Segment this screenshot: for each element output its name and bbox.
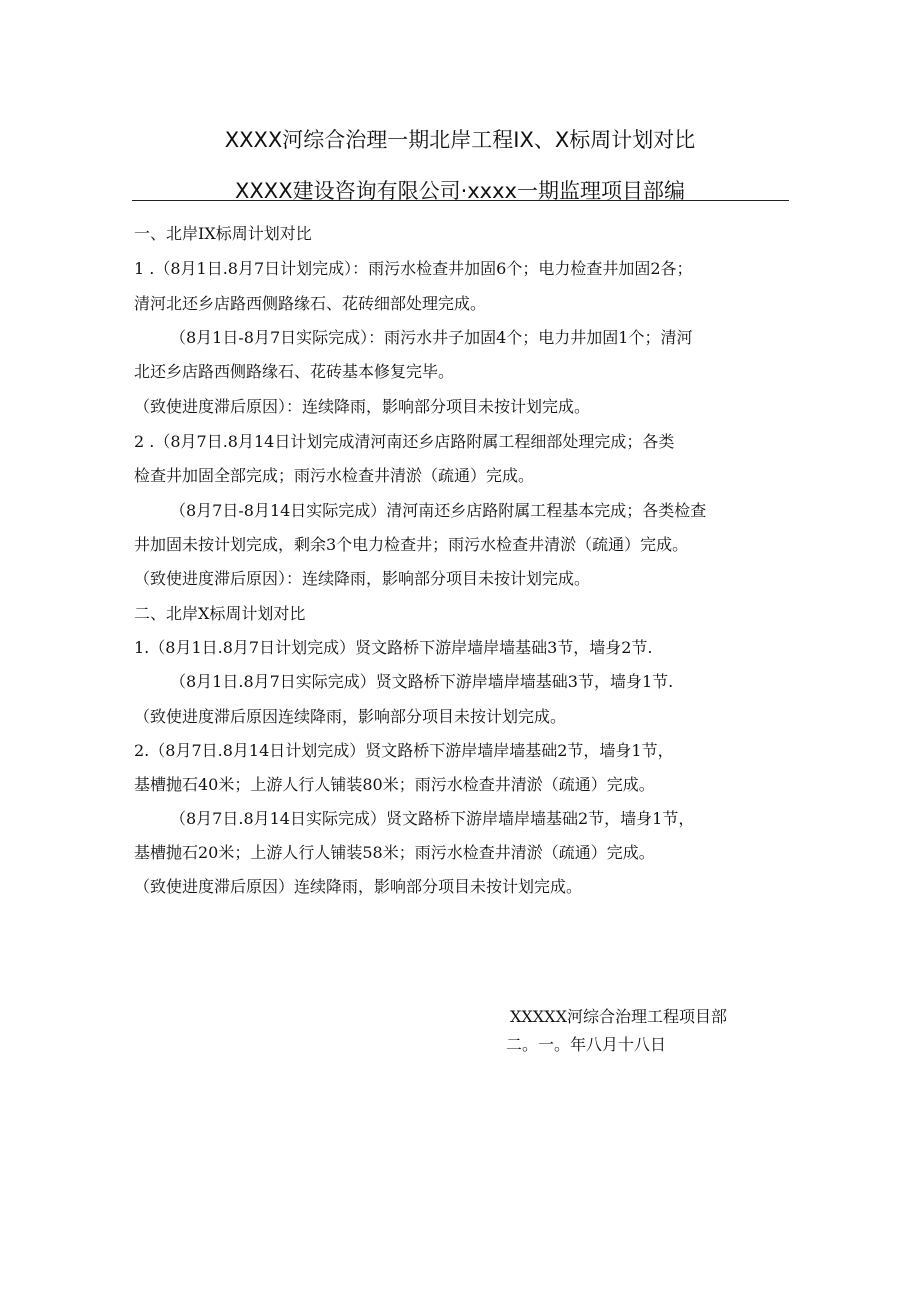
document-title: XXXX河综合治理一期北岸工程IX、X标周计划对比: [224, 128, 696, 152]
paragraph-line: （8月7日-8月14日实际完成）清河南还乡店路附属工程基本完成；各类检查: [170, 501, 707, 520]
signature-org: XXXXX河综合治理工程项目部: [510, 1007, 727, 1026]
paragraph-line: 清河北还乡店路西侧路缘石、花砖细部处理完成。: [134, 294, 487, 313]
paragraph-line: 检查井加固全部完成；雨污水检查井清淤（疏通）完成。: [134, 466, 535, 485]
paragraph-line: 基槽抛石20米；上游人行人铺装58米；雨污水检查井清淤（疏通）完成。: [134, 843, 655, 862]
paragraph-line: （8月1日-8月7日实际完成）：雨污水井子加固4个；电力井加固1个；清河: [170, 328, 693, 347]
paragraph-line: （致使进度滞后原因）：连续降雨，影响部分项目未按计划完成。: [134, 397, 591, 416]
paragraph-line: 井加固未按计划完成，剩余3个电力检查井；雨污水检查井清淤（疏通）完成。: [134, 535, 689, 554]
header-rule: [132, 200, 789, 201]
document-subtitle: XXXX建设咨询有限公司·xxxx一期监理项目部编: [235, 179, 685, 203]
paragraph-line: 2.（8月7日.8月14日计划完成）贤文路桥下游岸墙岸墙基础2节，墙身1节，: [134, 741, 674, 760]
paragraph-line: 1 .（8月1日.8月7日计划完成）：雨污水检查井加固6个；电力检查井加固2各；: [134, 259, 693, 278]
paragraph-line: （8月7日.8月14日实际完成）贤文路桥下游岸墙岸墙基础2节，墙身1节，: [170, 809, 695, 828]
paragraph-line: 北还乡店路西侧路缘石、花砖基本修复完毕。: [134, 362, 455, 381]
paragraph-line: （8月1日.8月7日实际完成）贤文路桥下游岸墙岸墙基础3节，墙身1节.: [170, 672, 674, 691]
paragraph-line: 2 .（8月7日.8月14日计划完成清河南还乡店路附属工程细部处理完成；各类: [134, 432, 675, 451]
paragraph-line: （致使进度滞后原因）连续降雨，影响部分项目未按计划完成。: [134, 877, 583, 896]
paragraph-line: （致使进度滞后原因连续降雨，影响部分项目未按计划完成。: [134, 707, 567, 726]
paragraph-line: 基槽抛石40米；上游人行人铺装80米；雨污水检查井清淤（疏通）完成。: [134, 775, 655, 794]
paragraph-line: 1.（8月1日.8月7日计划完成）贤文路桥下游岸墙岸墙基础3节，墙身2节.: [134, 638, 653, 657]
signature-date: 二。一。年八月十八日: [506, 1035, 667, 1054]
section-heading-x: 二、北岸X标周计划对比: [134, 604, 306, 623]
section-heading-ix: 一、北岸IX标周计划对比: [134, 224, 312, 243]
paragraph-line: （致使进度滞后原因）：连续降雨，影响部分项目未按计划完成。: [134, 569, 591, 588]
